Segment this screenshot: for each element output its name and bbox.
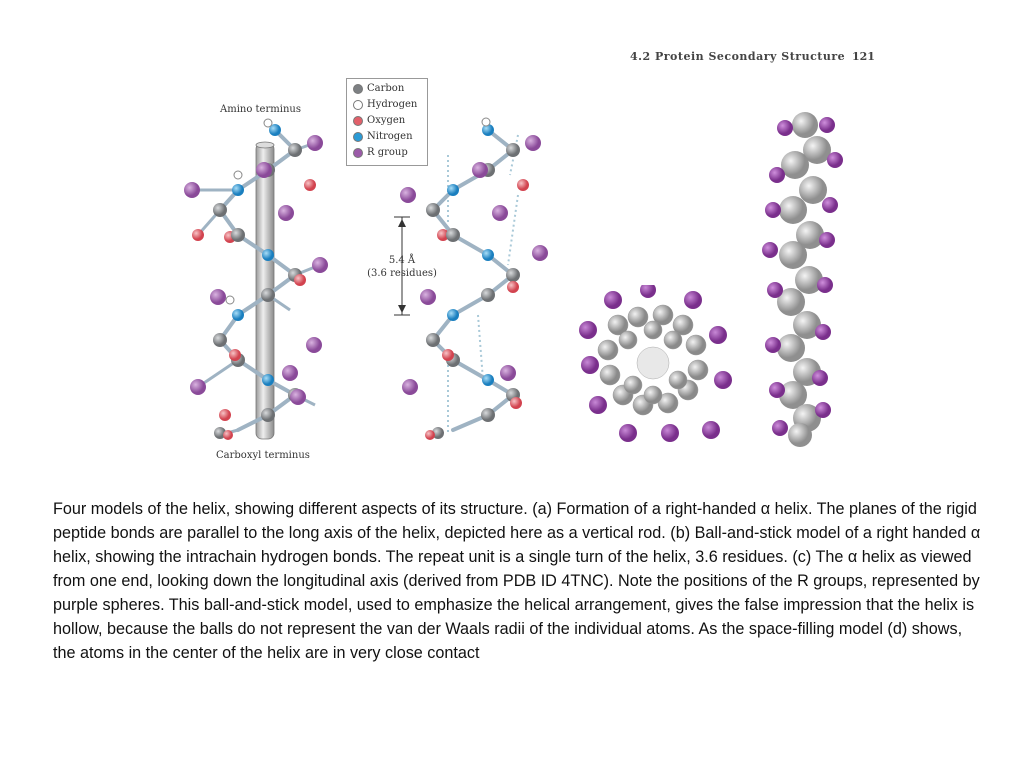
legend-hydrogen-label: Hydrogen bbox=[367, 99, 418, 110]
residues-label: (3.6 residues) bbox=[367, 268, 437, 279]
hydrogen-swatch bbox=[353, 100, 363, 110]
carbon-swatch bbox=[353, 84, 363, 94]
ball-and-stick-model bbox=[388, 115, 558, 450]
ball-stick-atoms bbox=[400, 118, 548, 440]
legend-nitrogen-label: Nitrogen bbox=[367, 131, 413, 142]
legend-carbon bbox=[353, 83, 404, 94]
legend-oxygen-label: Oxygen bbox=[367, 115, 406, 126]
legend-carbon-label: Carbon bbox=[367, 83, 405, 94]
amino-terminus-label: Amino terminus bbox=[220, 104, 301, 115]
book-page-number: 121 bbox=[852, 50, 875, 63]
helix-rod-model bbox=[180, 115, 340, 450]
legend-hydrogen bbox=[353, 99, 417, 110]
book-section-header: 4.2 Protein Secondary Structure bbox=[630, 50, 846, 63]
oxygen-swatch bbox=[353, 116, 363, 126]
end-on-view-model bbox=[578, 285, 733, 445]
nitrogen-swatch bbox=[353, 132, 363, 142]
rgroup-swatch bbox=[353, 148, 363, 158]
space-filling-model bbox=[755, 110, 850, 450]
carboxyl-terminus-label: Carboxyl terminus bbox=[216, 450, 310, 461]
legend-rgroup-label: R group bbox=[367, 147, 408, 158]
figure-caption: Four models of the helix, showing different aspects of its structure. (a) Formation of a right-handed α helix. The planes of the rigid peptide bonds are parallel to the long axis of the helix, depicted here as a vertical rod. (b) Ball-and-stick model of a right handed α helix, showing the intrachain hydrogen bonds. The repeat unit is a single turn of the helix, 3.6 residues. (c) The α helix as viewed from one end, looking down the longitudinal axis (derived from PDB ID 4TNC). Note the positions of the R groups, represented by purple spheres. This ball-and-stick model, used to emphasize the helical arrangement, gives the false impression that the helix is hollow, because the balls do not represent the van der Waals radii of the individual atoms. As the space-filling model (d) shows, the atoms in the center of the helix are in very close contact bbox=[53, 500, 981, 662]
rise-label: 5.4 Å bbox=[388, 255, 416, 266]
